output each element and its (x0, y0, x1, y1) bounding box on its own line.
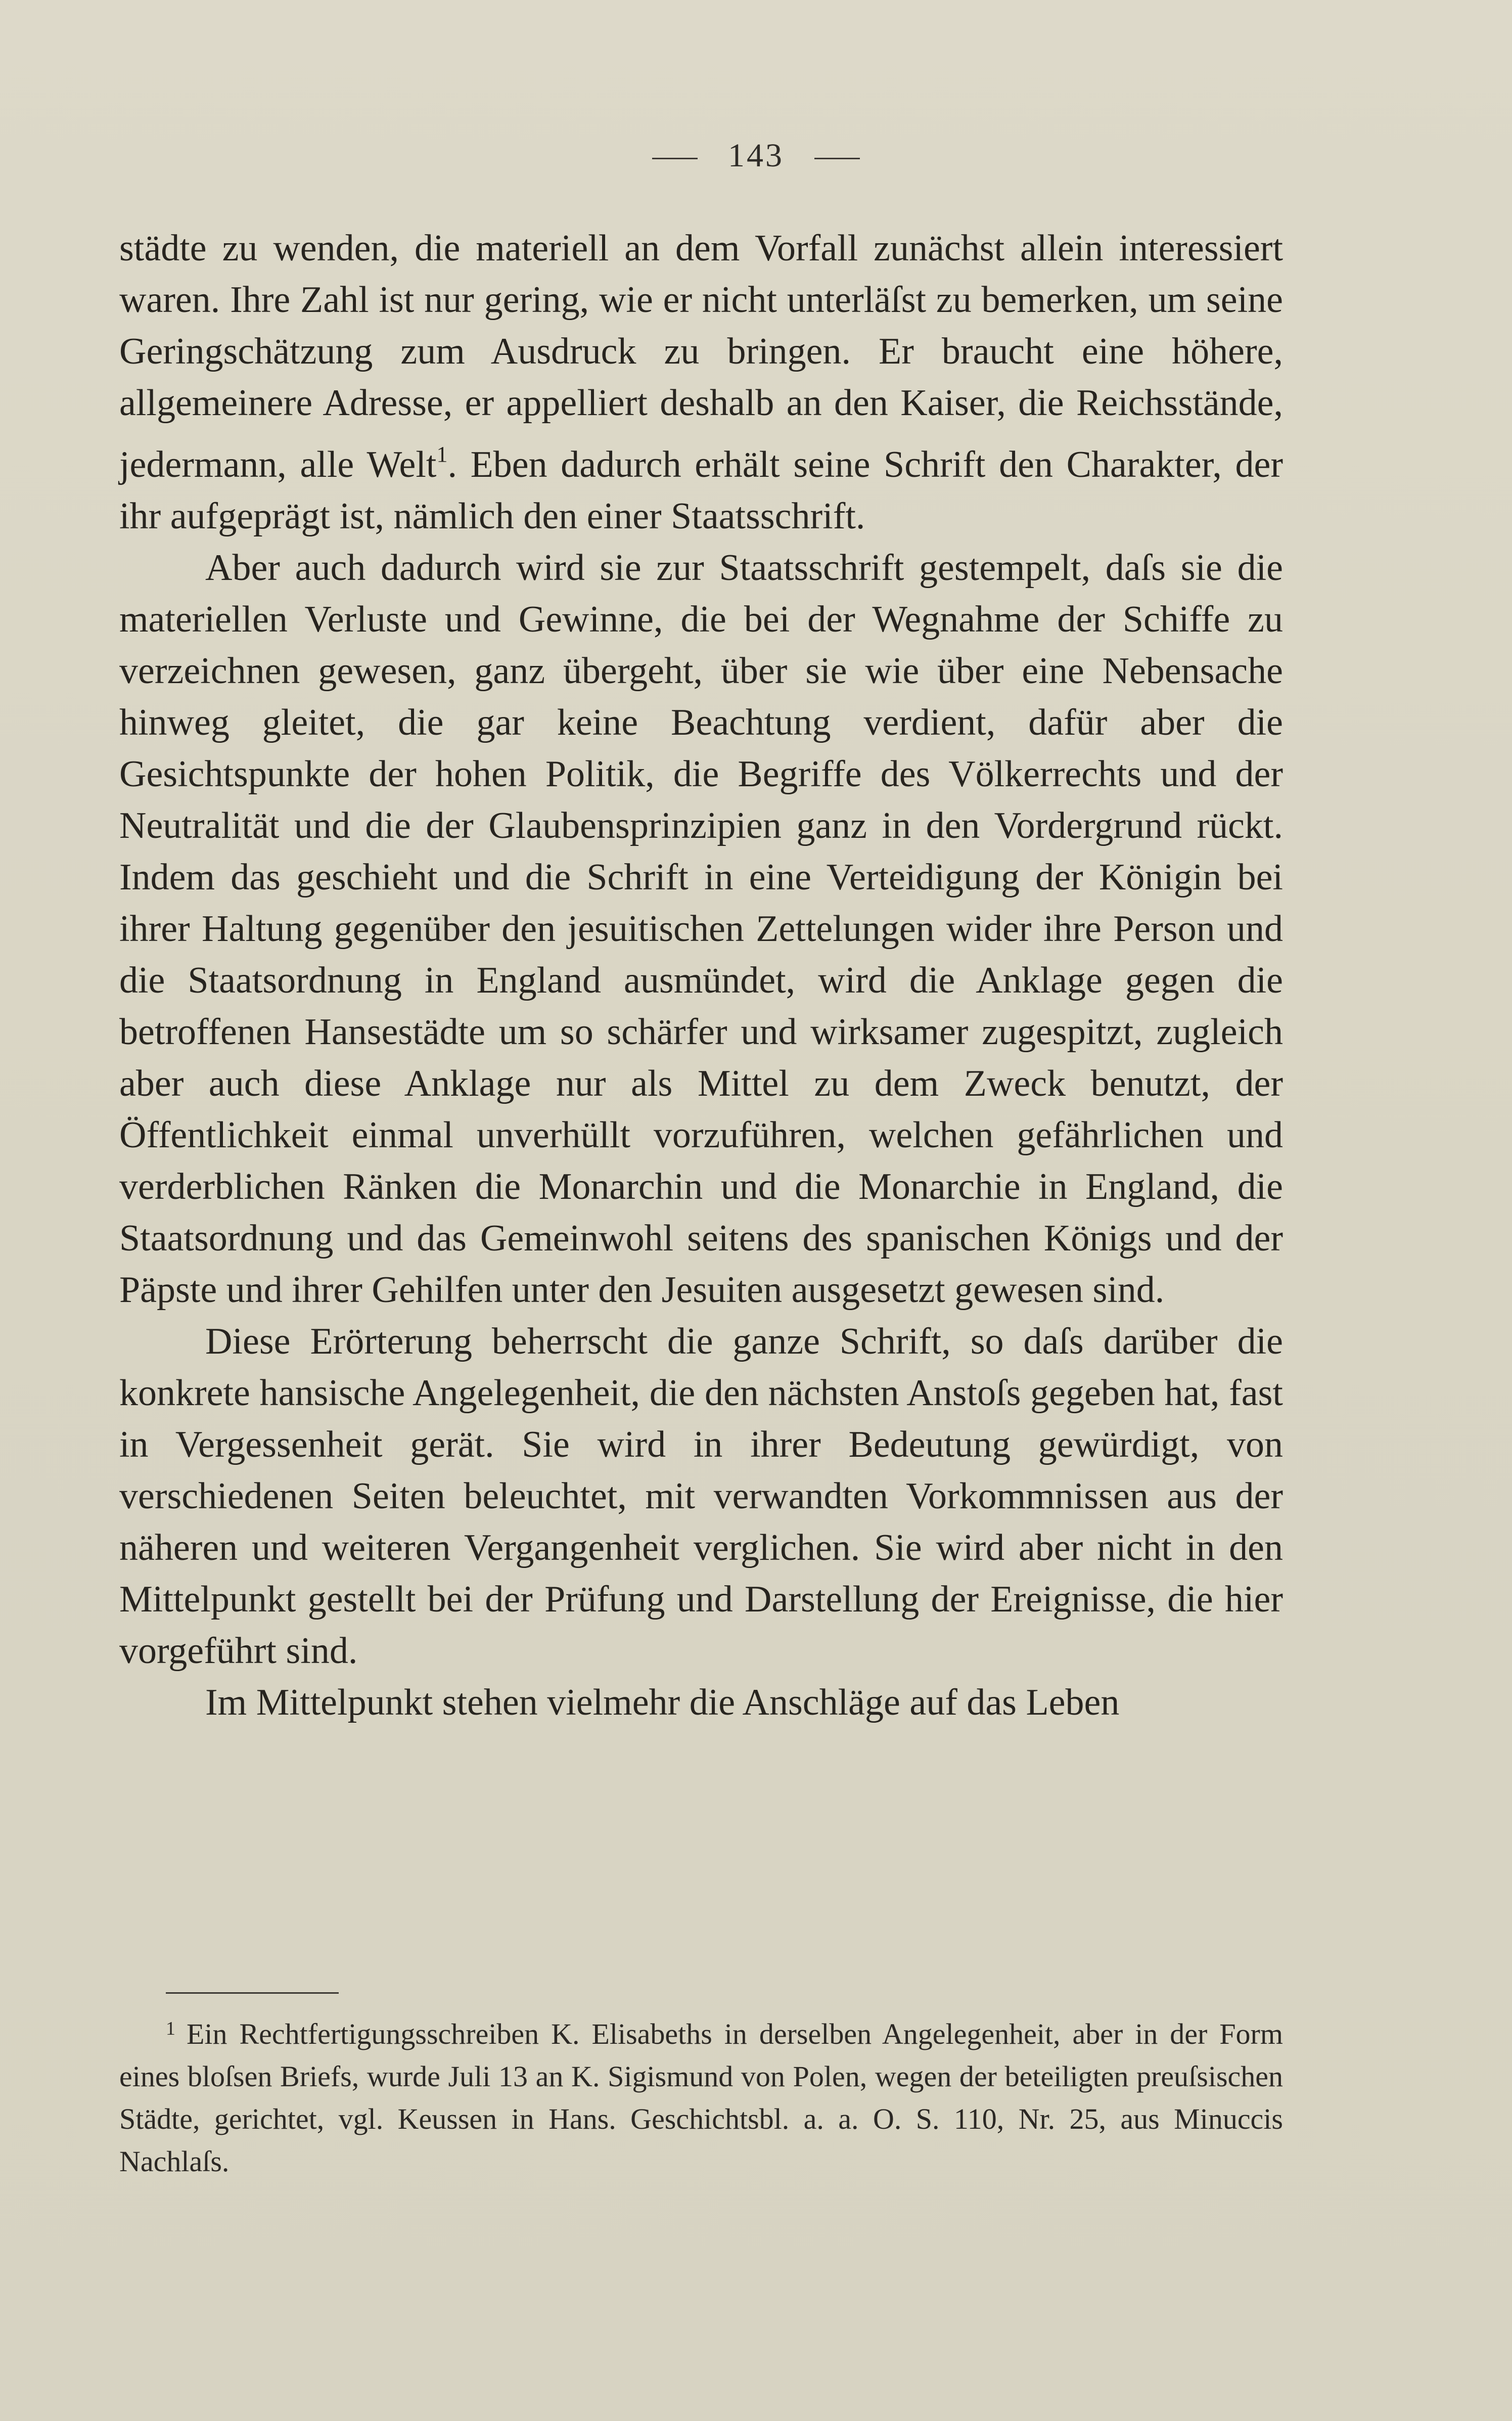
paragraph-4: Im Mittelpunkt stehen vielmehr die Anschläge auf das Leben (205, 1682, 1120, 1723)
footnote-text: Ein Rechtfertigungsschreiben K. Elisabeths in derselben Angelegenheit, aber in der Form eines bloſsen Briefs, wurde Juli 13 an K. Sigismund von Polen, wegen der beteiligten preuſsischen Städte, gerichtet, vgl. Keussen in Hans. Geschichtsbl. a. a. O. S. 110, Nr. 25, aus Minuccis Nachlaſs. (119, 2018, 1283, 2178)
right-dash (814, 158, 860, 159)
paragraph-3: Diese Erörterung beherrscht die ganze Schrift, so daſs darüber die konkrete hansische Angelegenheit, die den nächsten Anstoſs gegeben hat, fast in Vergessenheit gerät. Sie wird in ihrer Bedeutung gewürdigt, von verschiedenen Seiten beleuchtet, mit verwandten Vorkommnissen aus der näheren und weiteren Vergangenheit verglichen. Sie wird aber nicht in den Mittelpunkt gestellt bei der Prüfung und Darstellung der Ereignisse, die hier vorgeführt sind. (119, 1321, 1283, 1672)
paragraph-2: Aber auch dadurch wird sie zur Staatsschrift gestempelt, daſs sie die materiellen Verluste und Gewinne, die bei der Wegnahme der Schiffe zu verzeichnen gewesen, ganz übergeht, über sie wie über eine Nebensache hinweg gleitet, die gar keine Beachtung verdient, dafür aber die Gesichtspunkte der hohen Politik, die Begriffe des Völkerrechts und der Neutralität und die der Glaubensprinzipien ganz in den Vordergrund rückt. Indem das geschieht und die Schrift in eine Verteidigung der Königin bei ihrer Haltung gegenüber den jesuitischen Zettelungen wider ihre Person und die Staatsordnung in England ausmündet, wird die Anklage gegen die betroffenen Hansestädte um so schärfer und wirksamer zugespitzt, zugleich aber auch diese Anklage nur als Mittel zu dem Zweck benutzt, der Öffentlichkeit einmal unverhüllt vorzuführen, welchen gefährlichen und verderblichen Ränken die Monarchin und die Monarchie in England, die Staatsordnung und das Gemeinwohl seitens des spanischen Königs und der Päpste und ihrer Gehilfen unter den Jesuiten ausgesetzt gewesen sind. (119, 547, 1283, 1311)
page-number: 143 (728, 137, 784, 174)
running-head (0, 137, 1512, 175)
footnote-reference: 1 (436, 442, 448, 467)
footnote-paragraph (119, 2007, 1283, 2183)
body-text (119, 222, 1283, 1728)
footnote-separator (166, 1992, 339, 1994)
footnote (119, 2007, 1283, 2183)
paragraph-1-continuation: . Eben dadurch erhält seine Schrift den Charakter, der ihr aufgeprägt ist, nämlich den einer Staatsschrift. (119, 444, 1284, 537)
left-dash (652, 158, 698, 159)
paragraph-1-text: städte zu wenden, die materiell an dem Vorfall zunächst allein interessiert waren. Ihre Zahl ist nur gering, wie er nicht unterläſst zu bemerken, um seine Geringschätzung zum Ausdruck zu bringen. Er braucht eine höhere, allgemeinere Adresse, er appelliert deshalb an den Kaiser, die Reichsstände, jedermann, alle Welt (119, 228, 1283, 485)
paragraph-1 (119, 222, 1283, 542)
footnote-mark: 1 (166, 2018, 175, 2039)
